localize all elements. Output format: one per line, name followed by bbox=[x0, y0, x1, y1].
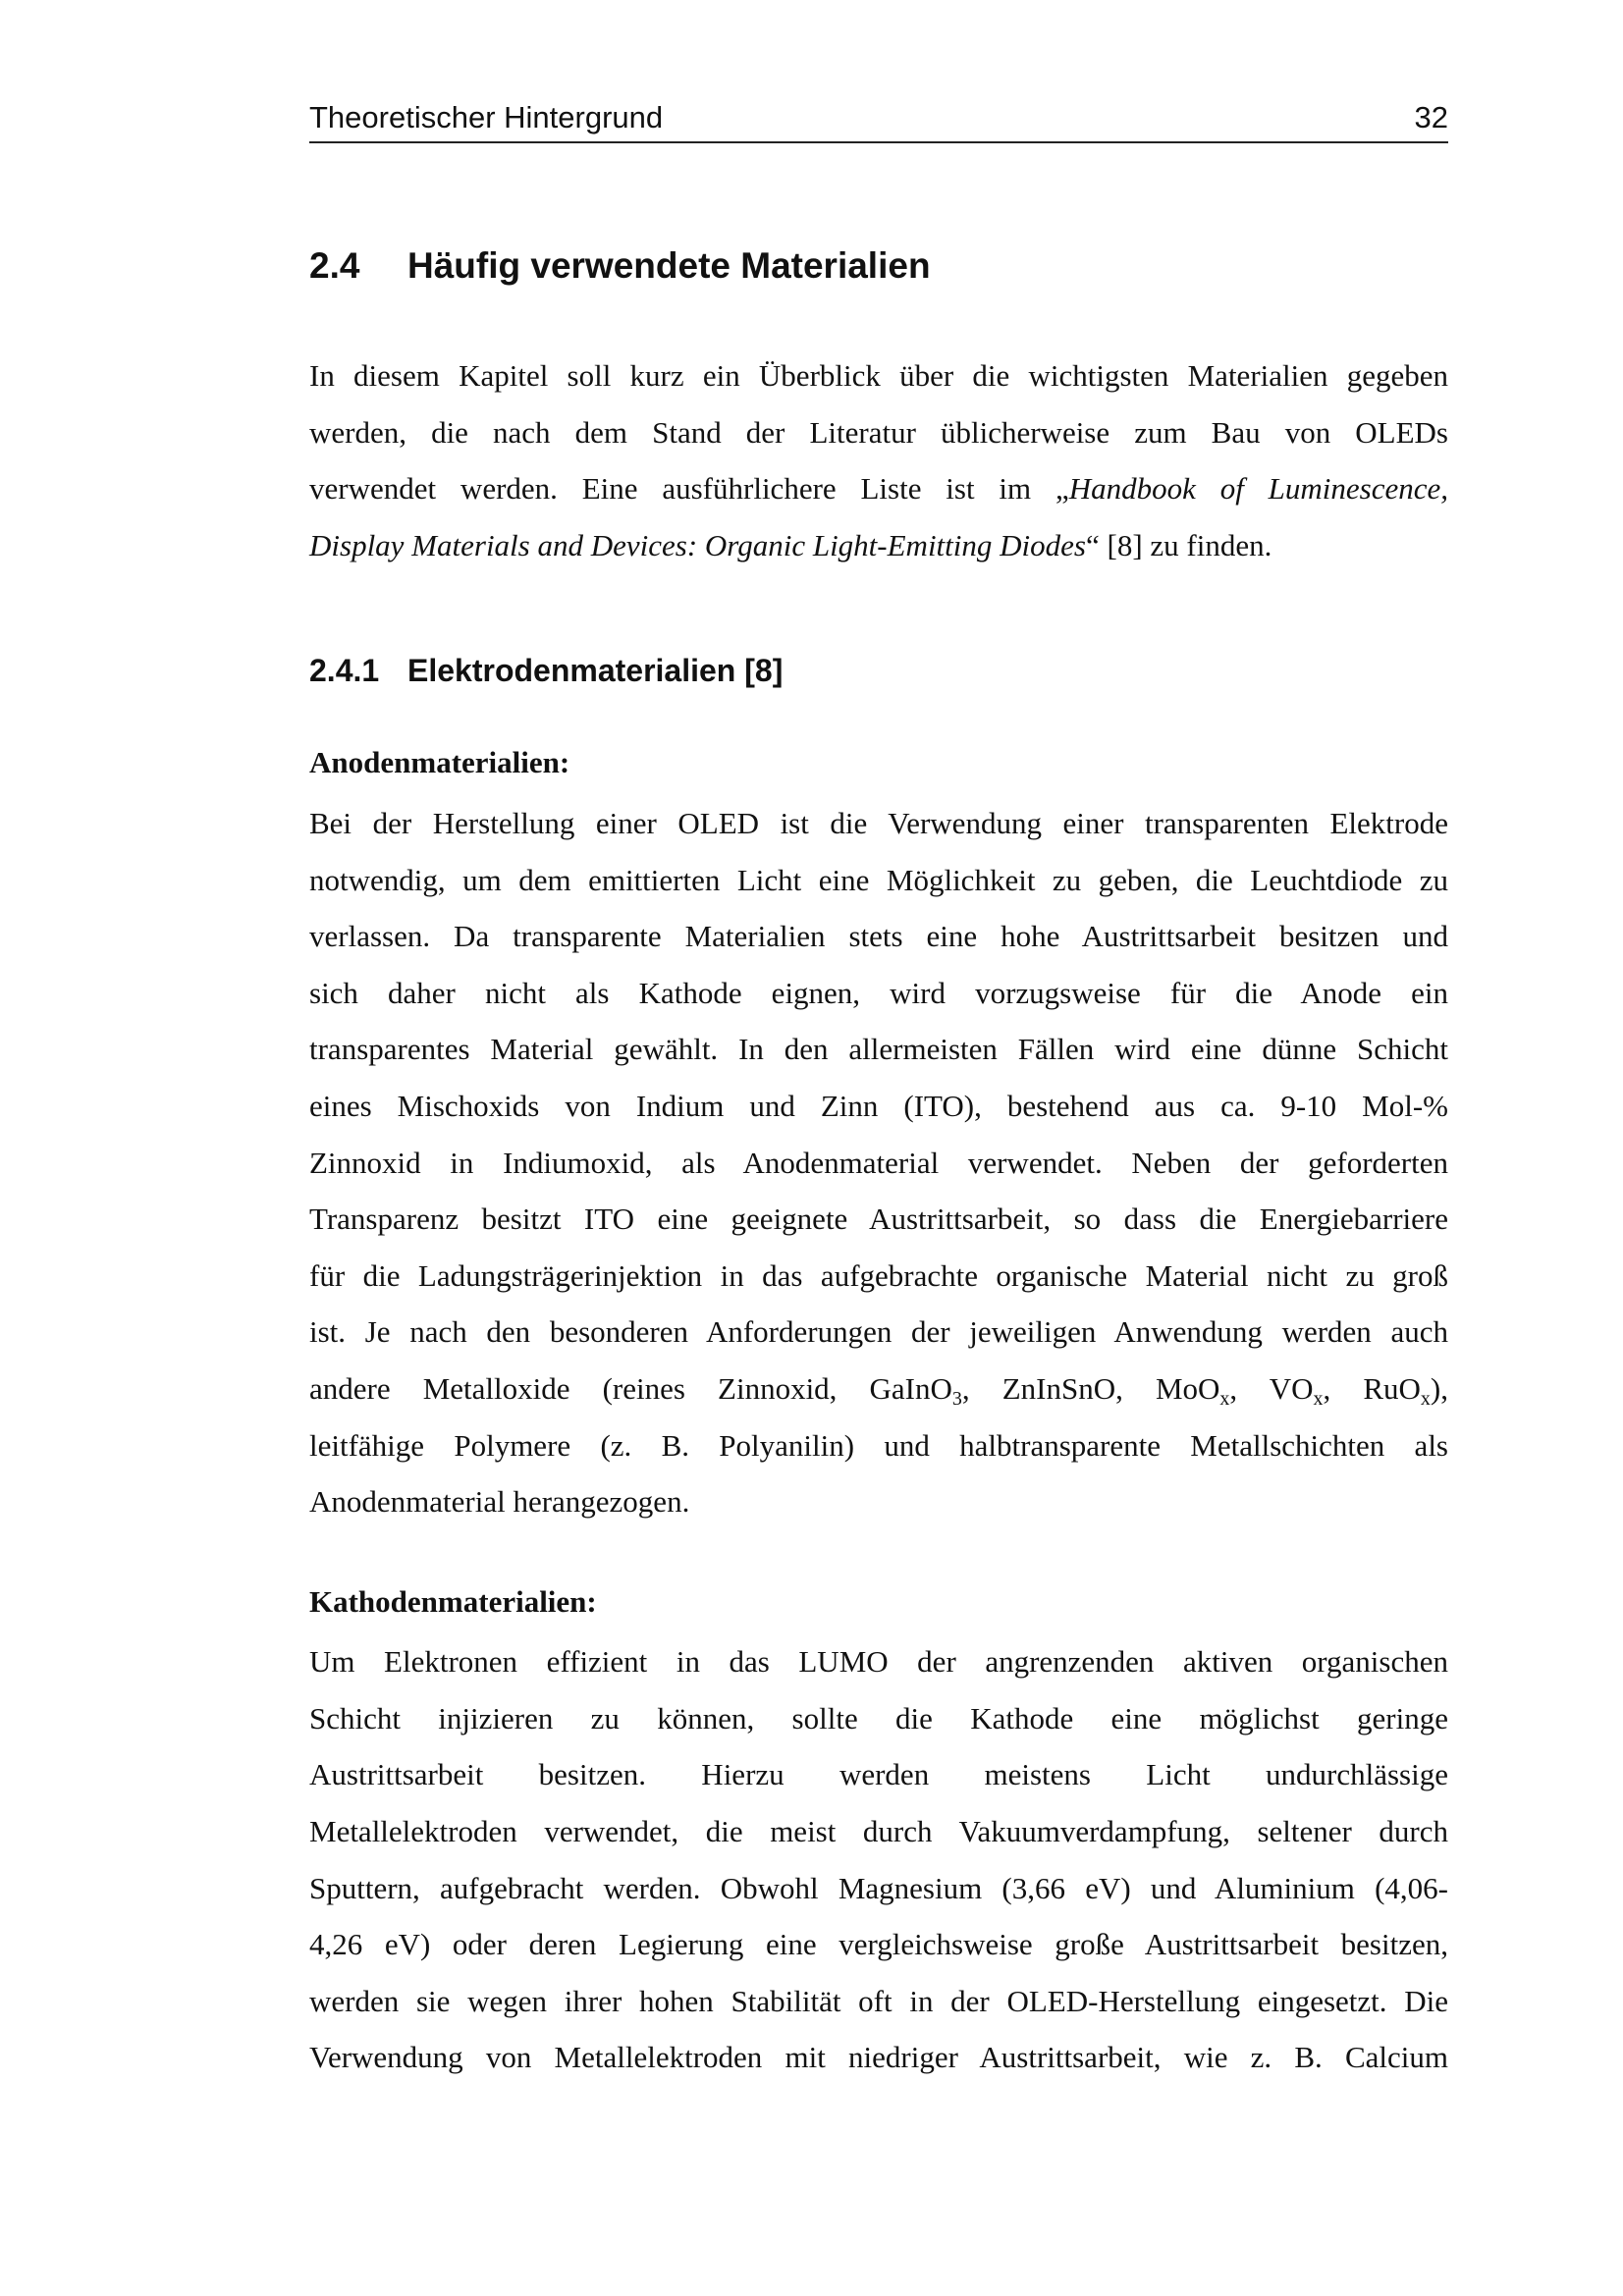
intro-paragraph bbox=[309, 347, 1448, 573]
text-fragment: , RuO bbox=[1323, 1370, 1421, 1406]
text-line: notwendig, um dem emittierten Licht eine Möglichkeit zu geben, die Leuchtdiode zu bbox=[309, 862, 1448, 897]
book-title-part1: Handbook of Luminescence, bbox=[1068, 471, 1448, 507]
text-line: für die Ladungsträgerinjektion in das aufgebrachte organische Material nicht zu groß bbox=[309, 1257, 1448, 1293]
text-line: Metallelektroden verwendet, die meist durch Vakuumverdampfung, seltener durch bbox=[309, 1814, 1448, 1849]
header-title: Theoretischer Hintergrund bbox=[309, 100, 664, 134]
anode-paragraph bbox=[309, 795, 1448, 1530]
subscript: x bbox=[1219, 1387, 1230, 1410]
page-number: 32 bbox=[1414, 100, 1448, 134]
subsection-title: Elektrodenmaterialien [8] bbox=[407, 653, 784, 689]
text-line: 4,26 eV) oder deren Legierung eine vergleichsweise große Austrittsarbeit besitzen, bbox=[309, 1927, 1448, 1962]
text-line: leitfähige Polymere (z. B. Polyanilin) und halbtransparente Metallschichten als bbox=[309, 1427, 1448, 1463]
text-fragment: , VO bbox=[1229, 1370, 1314, 1406]
text-line: werden sie wegen ihrer hohen Stabilität oft in der OLED-Herstellung eingesetzt. Die bbox=[309, 1983, 1448, 2018]
text-fragment: andere Metalloxide (reines Zinnoxid, GaInO bbox=[309, 1370, 952, 1406]
text-line: Sputtern, aufgebracht werden. Obwohl Magnesium (3,66 eV) und Aluminium (4,06- bbox=[309, 1870, 1448, 1905]
oxides-line bbox=[309, 1361, 1448, 1417]
text-line bbox=[309, 517, 1448, 574]
subsection-heading bbox=[309, 648, 1448, 693]
text-line: Transparenz besitzt ITO eine geeignete Austrittsarbeit, so dass die Energiebarriere bbox=[309, 1201, 1448, 1237]
text-line bbox=[309, 460, 1448, 517]
text-line: Anodenmaterial herangezogen. bbox=[309, 1484, 690, 1520]
text-line: In diesem Kapitel soll kurz ein Überblick über die wichtigsten Materialien gegeben bbox=[309, 358, 1448, 393]
text-line: ist. Je nach den besonderen Anforderungen der jeweiligen Anwendung werden auch bbox=[309, 1314, 1448, 1350]
subscript: x bbox=[1420, 1387, 1431, 1410]
text-fragment: ), bbox=[1430, 1370, 1448, 1406]
text-line: Um Elektronen effizient in das LUMO der angrenzenden aktiven organischen bbox=[309, 1644, 1448, 1680]
section-title: Häufig verwendete Materialien bbox=[407, 245, 931, 286]
text-line: eines Mischoxids von Indium und Zinn (ITO), bestehend aus ca. 9-10 Mol-% bbox=[309, 1088, 1448, 1123]
text-line: Zinnoxid in Indiumoxid, als Anodenmaterial verwendet. Neben der geforderten bbox=[309, 1145, 1448, 1180]
text-line: transparentes Material gewählt. In den allermeisten Fällen wird eine dünne Schicht bbox=[309, 1032, 1448, 1067]
text-fragment: , ZnInSnO, MoO bbox=[961, 1370, 1220, 1406]
text-line: Verwendung von Metallelektroden mit niedriger Austrittsarbeit, wie z. B. Calcium bbox=[309, 2040, 1448, 2075]
running-header bbox=[309, 94, 1448, 143]
text-line: werden, die nach dem Stand der Literatur üblicherweise zum Bau von OLEDs bbox=[309, 414, 1448, 450]
text-line: verlassen. Da transparente Materialien stets eine hohe Austrittsarbeit besitzen und bbox=[309, 919, 1448, 954]
text-line: Austrittsarbeit besitzen. Hierzu werden meistens Licht undurchlässige bbox=[309, 1757, 1448, 1792]
section-number: 2.4 bbox=[309, 245, 360, 286]
cathode-paragraph bbox=[309, 1633, 1448, 2086]
subscript: x bbox=[1313, 1387, 1324, 1410]
subsection-number: 2.4.1 bbox=[309, 653, 380, 689]
text-line: Schicht injizieren zu können, sollte die Kathode eine möglichst geringe bbox=[309, 1700, 1448, 1735]
text-fragment: verwendet werden. Eine ausführlichere Liste ist im „ bbox=[309, 471, 1069, 507]
text-fragment: “ [8] zu finden. bbox=[1085, 527, 1272, 562]
text-line: Bei der Herstellung einer OLED ist die Verwendung einer transparenten Elektrode bbox=[309, 805, 1448, 840]
section-heading bbox=[309, 241, 1448, 291]
page-content bbox=[309, 232, 1448, 2086]
anode-heading: Anodenmaterialien: bbox=[309, 745, 570, 780]
book-title-part2: Display Materials and Devices: Organic Light-Emitting Diodes bbox=[309, 527, 1086, 562]
cathode-heading: Kathodenmaterialien: bbox=[309, 1583, 597, 1619]
text-line: sich daher nicht als Kathode eignen, wird vorzugsweise für die Anode ein bbox=[309, 975, 1448, 1010]
subscript: 3 bbox=[951, 1387, 962, 1410]
